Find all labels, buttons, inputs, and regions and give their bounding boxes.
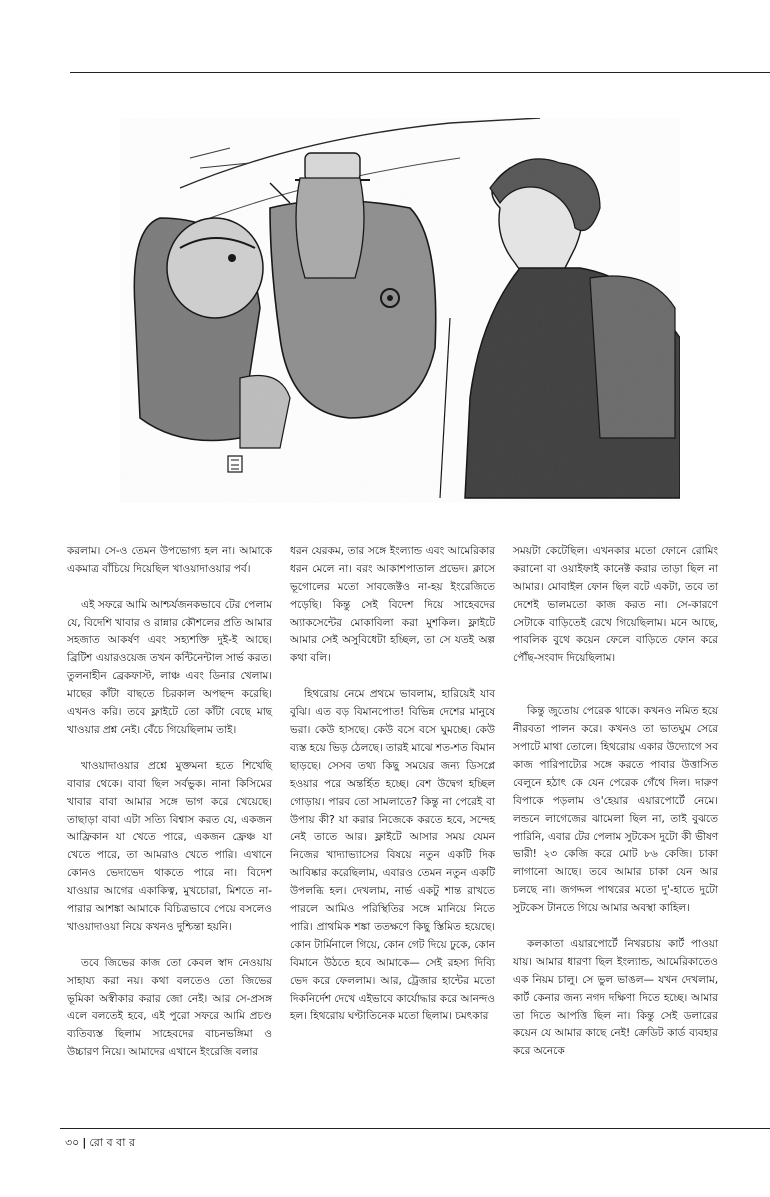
paragraph: এই সফরে আমি আশ্চর্যজনকভাবে টের পেলাম যে, বিদেশি খাবার ও রান্নার কৌশলের প্রতি আমার সহজাত আকর্ষণ এবং সহ্যশক্তি দুই-ই আছে। ব্রিটিশ এয়ারওয়েজ তখন কন্টিনেন্টাল সার্ভ করত। তুলনাহীন ব্রেকফাস্ট, লাঞ্চ এবং ডিনার খেলাম। মাছের কাঁটা বাছতে চিরকাল অপছন্দ করেছি। এখনও করি। তবে ফ্লাইটে তো কাঁটা বেছে মাছ খাওয়ার প্রশ্ন নেই। বেঁচে গিয়েছিলাম তাই। <box>67 598 272 736</box>
text-column-1 <box>67 525 272 1080</box>
magazine-name: রো ব বা র <box>89 1136 136 1149</box>
footer-separator: | <box>82 1136 87 1149</box>
paragraph: ধরন যেরকম, তার সঙ্গে ইংল্যান্ড এবং আমেরিকার ধরন মেলে না। বরং আকাশপাতাল প্রভেদ। ক্লাসে ভূগোলের মতো সাবজেক্টও না-হয় ইংরেজিতে পড়েছি। কিন্তু সেই বিদেশ দিয়ে সাহেবদের অ্যাকসেন্টের মোকাবিলা করা মুশকিল। ফ্লাইটে আমার সেই অসুবিধেটা হচ্ছিল, তা সে যতই অল্প কথা বলি। <box>290 544 495 665</box>
paragraph: কলকাতা এয়ারপোর্টে নিখরচায় কার্ট পাওয়া যায়। আমার ধারণা ছিল ইংল্যান্ড, আমেরিকাতেও এক নিয়ম চালু। সে ভুল ভাঙল— যখন দেখলাম, কার্ট কেনার জন্য নগদ দক্ষিণা দিতে হচ্ছে। আমার তা দিতে আপত্তি ছিল না। কিন্তু সেই ডলারের কয়েন যে আমার কাছে নেই! ক্রেডিট কার্ড ব্যবহার করে অনেকে <box>513 937 718 1058</box>
page-number: ৩০ <box>65 1136 80 1149</box>
bottom-rule <box>60 1128 770 1129</box>
illustration-airplane-cabin <box>120 118 680 503</box>
text-column-2 <box>290 525 495 1044</box>
paragraph: সময়টা কেটেছিল। এখনকার মতো ফোনে রোমিং করানো বা ওয়াইফাই কানেক্ট করার তাড়া ছিল না আমার। মোবাইল ফোন ছিল বটে একটা, তবে তা দেশেই ভালমতো কাজ করত না। সে-কারণে সেটাকে বাড়িতেই রেখে গিয়েছিলাম। মনে আছে, পাবলিক বুথে কয়েন ফেলে বাড়িতে ফোন করে পৌঁছ-সংবাদ দিয়েছিলাম। <box>513 544 718 665</box>
paragraph: করলাম। সে-ও তেমন উপভোগ্য হল না। আমাকে একমাত্র বাঁচিয়ে দিয়েছিল খাওয়াদাওয়ার পর্ব। <box>67 544 272 575</box>
page-footer <box>65 1134 135 1153</box>
top-rule <box>70 72 770 73</box>
paragraph: তবে জিভের কাজ তো কেবল স্বাদ নেওয়ায় সাহায্য করা নয়। কথা বলতেও তো জিভের ভূমিকা অস্বীকার করার জো নেই। আর সে-প্রসঙ্গ এলে বলতেই হবে, এই পুরো সফরে আমি প্রচণ্ড ব্যতিব্যস্ত ছিলাম সাহেবদের বাচনভঙ্গিমা ও উচ্চারণ নিয়ে। আমাদের এখানে ইংরেজি বলার <box>67 956 272 1059</box>
paragraph: কিন্তু জুতোয় পেরেক থাকে। কখনও নমিত হয়ে নীরবতা পালন করে। কখনও তা ভাতঘুম সেরে সপাটে মাথা তোলে। হিথরোয় একার উদ্যোগে সব কাজ পারিপাট্যের সঙ্গে করতে পাবার উত্তাসিত বেলুনে হঠাৎ কে যেন পেরেক গেঁথে দিল। দারুণ বিপাকে পড়লাম ও'হেয়ার এয়ারপোর্টে নেমে। লন্ডনে লাগেজের ঝামেলা ছিল না, তাই বুঝতে পারিনি, এবার টের পেলাম সুটকেস দুটো কী ভীষণ ভারী! ২৩ কেজি করে মোট ৮৬ কেজি। চাকা লাগানো আছে। তবে আমার চাকা যেন আর চলছে না। জগদ্দল পাথরের মতো দু'-হাতে দুটো সুটকেস টানতে গিয়ে আমার অবস্থা কাহিল। <box>513 705 718 915</box>
text-column-3 <box>513 525 718 1079</box>
paragraph: হিথরোয় নেমে প্রথমে ভাবলাম, হারিয়েই যাব বুঝি। এত বড় বিমানপোত! বিভিন্ন দেশের মানুষে ভরা। কেউ হাসছে। কেউ বসে বসে ঘুমচ্ছে। কেউ ব্যস্ত হয়ে ভিড় ঠেলছে। তারই মাঝে শত-শত বিমান ছাড়ছে। সেসব তথ্য কিছু সময়ের জন্য ডিসপ্লে হওয়ার পরে অন্তর্হিত হচ্ছে। বেশ উদ্বেগ হচ্ছিল গোড়ায়। পারব তো সামলাতে? কিন্তু না পেরেই বা উপায় কী? যা করার নিজেকে করতে হবে, সন্দেহ নেই তাতে আর। ফ্লাইটে আসার সময় যেমন নিজের খাদ্যাভ্যাসের বিষয়ে নতুন একটি দিক আবিষ্কার করেছিলাম, এবারও তেমন নতুন একটি উপলব্ধি হল। দেখলাম, নার্ভ একটু শান্ত রাখতে পারলে আমিও পরিস্থিতির সঙ্গে মানিয়ে নিতে পারি। প্রাথমিক শঙ্কা ততক্ষণে কিছু স্তিমিত হয়েছে। কোন টার্মিনালে গিয়ে, কোন গেট দিয়ে ঢুকে, কোন বিমানে উঠতে হবে আমাকে— সেই রহস্য দিব্যি ভেদ করে ফেললাম। আর, ট্রেজার হান্টের মতো দিকনির্দেশ দেখে এইভাবে কার্যোদ্ধার করে আনন্দও হল। হিথরোয় ঘণ্টাতিনেক মতো ছিলাম। চমৎকার <box>290 688 495 1023</box>
paragraph: খাওয়াদাওয়ার প্রশ্নে মুক্তমনা হতে শিখেছি বাবার থেকে। বাবা ছিল সর্বভুক। নানা কিসিমের খাবার বাবা আমার সঙ্গে ভাগ করে খেয়েছে। তাছাড়া বাবা এটা সত্যি বিশ্বাস করত যে, একজন আফ্রিকান যা খেতে পারে, একজন ফ্রেঞ্চ যা খেতে পারে, তা আমরাও খেতে পারি। এখানে কোনও ভেদাভেদ থাকতে পারে না। বিদেশ যাওয়ার আগের একাকিত্ব, মুখচোরা, মিশতে না-পারার আশঙ্কা আমাকে বিচিত্রভাবে পেয়ে বসলেও খাওয়াদাওয়া নিয়ে কখনও দুশ্চিন্তা হয়নি। <box>67 759 272 933</box>
